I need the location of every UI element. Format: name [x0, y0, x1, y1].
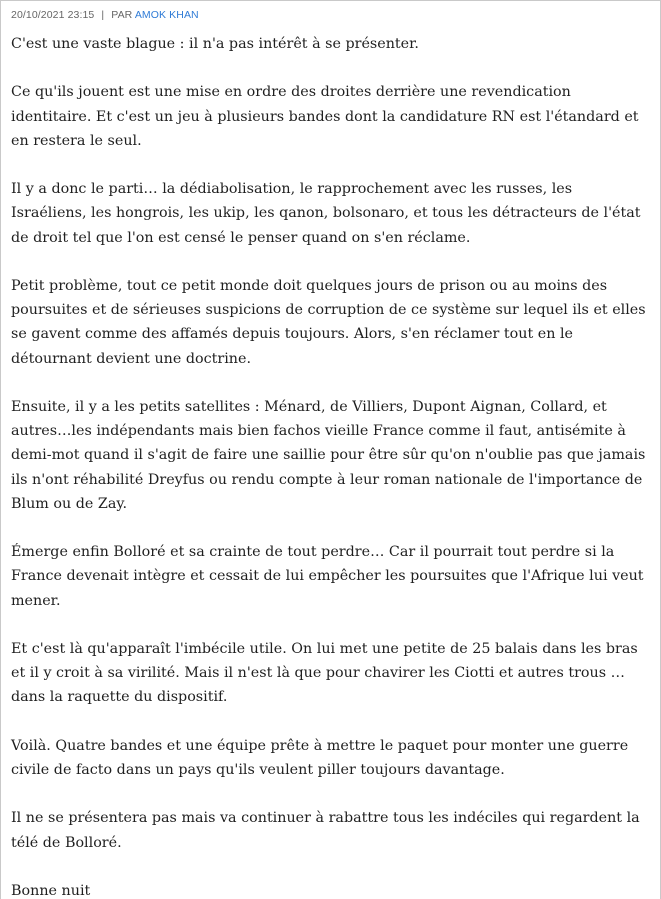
meta-separator: |	[101, 9, 105, 21]
comment-paragraph: Il y a donc le parti… la dédiabolisation, le rapprochement avec les russes, les Israéliens, les hongrois, les ukip, les qanon, bolsonaro, et tous les détracteurs de l'état de droit tel que l'on est censé le penser quand on s'en réclame.	[11, 181, 641, 246]
comment-meta	[11, 7, 651, 23]
comment-paragraph: Et c'est là qu'apparaît l'imbécile utile. On lui met une petite de 25 balais dans les bras et il y croit à sa virilité. Mais il n'est là que pour chavirer les Ciotti et autres trous … dans la raquette du dispositif.	[11, 640, 638, 706]
comment-date: 20/10/2021 23:15	[11, 9, 95, 21]
comment-paragraph: Ensuite, il y a les petits satellites : Ménard, de Villiers, Dupont Aignan, Collard, et autres…les indépendants mais bien fachos vieille France comme il faut, antisémite à demi-mot quand il s'agit de faire une saillie pour être sûr qu'on n'oublie pas que jamais ils n'ont réhabilité Dreyfus ou rendu compte à leur roman nationale de l'importance de Blum ou de Zay.	[11, 398, 646, 512]
comment-paragraph: Émerge enfin Bolloré et sa crainte de tout perdre… Car il pourrait tout perdre si la France devenait intègre et cessait de lui empêcher les poursuites que l'Afrique lui veut mener.	[11, 544, 644, 609]
comment-paragraph: Voilà. Quatre bandes et une équipe prête à mettre le paquet pour monter une guerre civile de facto dans un pays qu'ils veulent piller toujours davantage.	[11, 737, 629, 778]
comment-paragraph: Bonne nuit	[11, 882, 91, 899]
comment-paragraph: C'est une vaste blague : il n'a pas intérêt à se présenter.	[11, 36, 419, 52]
comment-paragraph: Petit problème, tout ce petit monde doit quelques jours de prison ou au moins des poursuites et de sérieuses suspicions de corruption de ce système sur lequel ils et elles se gavent comme des affamés depuis toujours. Alors, s'en réclamer tout en le détournant devient une doctrine.	[11, 277, 646, 367]
author-prefix: PAR	[111, 9, 133, 21]
author-link[interactable]: AMOK KHAN	[134, 9, 199, 21]
comment-body	[11, 32, 651, 899]
comment-paragraph: Il ne se présentera pas mais va continuer à rabattre tous les indéciles qui regardent la télé de Bolloré.	[11, 810, 640, 851]
comment-paragraph: Ce qu'ils jouent est une mise en ordre des droites derrière une revendication identitaire. Et c'est un jeu à plusieurs bandes dont la candidature RN est l'étandard et en restera le seul.	[11, 84, 639, 149]
